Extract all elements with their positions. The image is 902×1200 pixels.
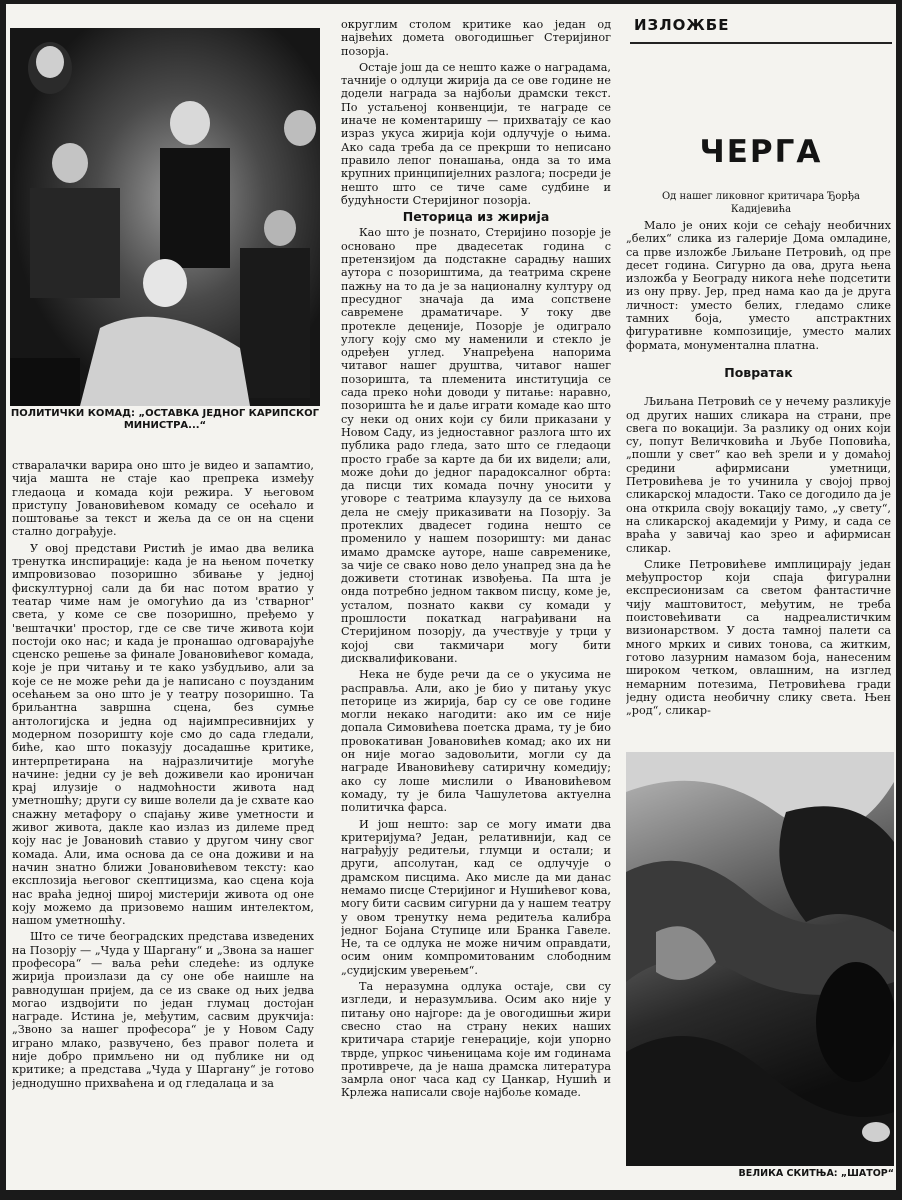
subheading: Петорица из жирија <box>402 209 550 225</box>
theatre-photo-figures <box>10 28 320 406</box>
theatre-photo <box>10 28 320 406</box>
paragraph: Слике Петровићеве имплицирају један међупростор који спаја фигурални експресионизам са светом фантастичне чију маштовитост, међутим, не треба поистовећивати са надреалистичким визионарством. У доста тамној палети са много мрких и сивих тонова, са житким, готово лазурним намазом боја, нанесеним широком четком, овлашним, на изглед немарним потезима, Петровићева гради једну одиста необичну слику света. Њен „род“, сликар- <box>626 557 891 718</box>
article-column-1 <box>12 459 314 1187</box>
subheading: Повратак <box>724 364 793 380</box>
byline: Од нашег ликовног критичара Ђорђа Кадијевића <box>661 191 861 215</box>
painting-photo <box>626 752 894 1166</box>
article-column-3 <box>626 219 891 734</box>
article-column-2 <box>341 18 611 1188</box>
paragraph: Као што је познато, Стеријино позорје је основано пре двадесетак година с претензијом да подстакне сарадњу наших аутора с позориштима, да театрима скрене пажњу на то да је за националну културу од пресудног значаја да има сопствене савремене драматичаре. У току две протекле деценије, Позорје је одиграло улогу коју смо му наменили и стекло је одређен углед. Унапређена напорима читавог нашег друштва, читавог нашег позоришта, та племенита институција се сада преко ноћи доводи у питање: наравно, позоришта ће и даље играти комаде као што су неки од оних који су били приказани у Новом Саду, из једноставног разлога што их публика радо гледа, зато што се гледаоци просто грабе за карте да би их видели; али, може доћи до једног парадоксалног обрта: да писци тих комада почну уносити у уговоре с театрима клаузулу да се њихова дела не смеју приказивати на Позорју. За протеклих двадесет година нешто се променило у нашем позоришту: ми данас имамо драмске ауторе, наше савременике, за чије се свако ново дело унапред зна да ће доживети стотинак извођења. Па шта је онда потребно једном таквом писцу, коме је, усталом, познато какви су комади у прошлости покаткад награђивани на Стеријином позорју, да учествује у трци у којој сви такмичари могу бити дисквалификовани. <box>341 226 611 665</box>
photo-caption: ПОЛИТИЧКИ КОМАД: „ОСТАВКА ЈЕДНОГ КАРИПСКОГ МИНИСТРА...“ <box>10 408 320 431</box>
section-label: ИЗЛОЖБЕ <box>634 16 730 34</box>
section-divider <box>630 42 892 44</box>
paragraph: округлим столом критике као један од највећих домета овогодишњег Стеријиног позорја. <box>341 18 611 58</box>
paragraph: Љиљана Петровић се у нечему разликује од других наших сликара на страни, пре свега по вокацији. За разлику од оних који су, попут Величковића и Љубе Поповића, „пошли у свет“ као већ зрели и у домаћој средини афирмисани уметници, Петровићева је то учинила у својој првој сликарској младости. Тако се догодило да је она открила своју вокацију тамо, „у свету“, на сликарској академији у Риму, и сада се враћа у завичај као зрео и афирмисан сликар. <box>626 395 891 555</box>
paragraph: Остаје још да се нешто каже о наградама, тачније о одлуци жирија да се ове године не додели награда за најбољи драмски текст. По устаљеној конвенцији, те награде се иначе не коментаришу — прихватају се као израз укуса жирија који одлучује о њима. Ако сада треба да се прекрши то неписано правило лепог понашања, онда за то има крупних принципијелних разлога; посреди је нешто што се тиче саме судбине и будућности Стеријиног позорја. <box>341 60 611 207</box>
paragraph: У овој представи Ристић је имао два велика тренутка инспирације: када је на њеном почетку импровизовао позоришно збивање у једној фискултурној сали да би нас потом вратио у театар чиме нам је омогућио да из 'стварног' света, у коме се све позоришно, пређемо у 'вештачки' простор, где се све тиче живота који постоји око нас; и када је пронашао одговарајуће сценско решење за финале Јовановићевог комада, које је при читању и те како узбудљиво, али за које се не може рећи да је написано с поузданим осећањем за оно што је у театру позоришно. Та бриљантна завршна сцена, без сумње антологијска и једна од најимпресивнијих у модерном позоришту које смо до сада гледали, биће, као што показују досадашње критике, интерпретирана на најразличитије могуће начине: једни су је већ доживели као ироничан крај илузије о надмоћности живота над уметношћу; други су више волели да је схвате као снажну метафору о спајању живе уметности и живог живота, дакле као излаз из дилеме пред коју нас је Јовановић ставио у другом чину свог комада. Али, има основа да се она доживи и на начин знатно ближи Јовановићевом тексту: као експлозија његовог скептицизма, као сцена која нас враћа једној широј мистерији живота од оне коју можемо да призовемо нашим интелектом, нашом уметношћу. <box>12 541 314 928</box>
paragraph: стваралачки варира оно што је видео и запамтио, чија машта не стаје као препрека између гледаоца и комада који режира. У његовом приступу Јовановићевом комаду се осећало и поштовање за текст и жеља да се он на сцени стално дограђује. <box>12 459 314 539</box>
article-headline: ЧЕРГА <box>699 134 823 170</box>
painting-texture <box>626 752 894 1166</box>
paragraph: Нека не буде речи да се о укусима не расправља. Али, ако је био у питању укус петорице из жирија, бар су се ове године могли некако нагодити: ако им се није допала Симовићева поетска драма, ту је био провокативан Јовановићев комад; ако их ни он није могао задовољити, могли су да награде Ивановићеву сатиричну комедију; ако су лоше мислили о Ивановићевом комаду, ту је била Чашулетова актуелна политичка фарса. <box>341 668 611 815</box>
paragraph: И још нешто: зар се могу имати два критеријума? Један, релативнији, кад се награђују редитељи, глумци и остали; и други, апсолутан, кад се одлучује о драмском писцима. Ако мисле да ми данас немамо писце Стеријиног и Нушићевог кова, могу бити сасвим сигурни да у нашем театру у овом тренутку нема редитеља калибра једног Бојана Ступице или Бранка Гавеле. Не, та се одлука не може ничим оправдати, осим оним компромитованим слободним „судијским уверењем“. <box>341 817 611 977</box>
paragraph: Што се тиче београдских представа изведених на Позорју — „Чуда у Шаргану“ и „Звона за нашег професора“ — ваља рећи следеће: из одлуке жирија произлази да су оне обе наишле на равнодушан пријем, да се из сваке од њих једва могао издвојити по један глумац достојан награде. Истина је, међутим, сасвим друкчија: „Звоно за нашег професора“ је у Новом Саду играно млако, развучено, без правог полета и није добро примљено ни од публике ни од критике; а представа „Чуда у Шаргану“ је готово једнодушно прихваћена и од гледалаца и за <box>12 930 314 1090</box>
newspaper-page <box>6 4 896 1190</box>
painting-caption: ВЕЛИКА СКИТЊА: „ШАТОР“ <box>738 1168 894 1179</box>
lead-paragraph: Мало је оних који се сећају необичних „белих“ слика из галерије Дома омладине, са прве изложбе Љиљане Петровић, од пре десет година. Сигурно да ова, друга њена изложба у Београду никога неће подсетити из ону прву. Јер, пред нама као да је друга личност: уместо белих, гледамо слике тамних боја, уместо апстрактних фигуративне композиције, уместо малих формата, монументална платна. <box>626 219 891 352</box>
paragraph: Та неразумна одлука остаје, сви су изгледи, и неразумљива. Осим ако није у питању оно најгоре: да је овогодишњи жири свесно стао на страну неких наших критичара старије генерације, који упорно тврде, упркос чињеницама које им годинама противрече, да је наша драмска литература замрла оног часа кад су Цанкар, Нушић и Крлежа написали своје најбоље комаде. <box>341 980 611 1100</box>
